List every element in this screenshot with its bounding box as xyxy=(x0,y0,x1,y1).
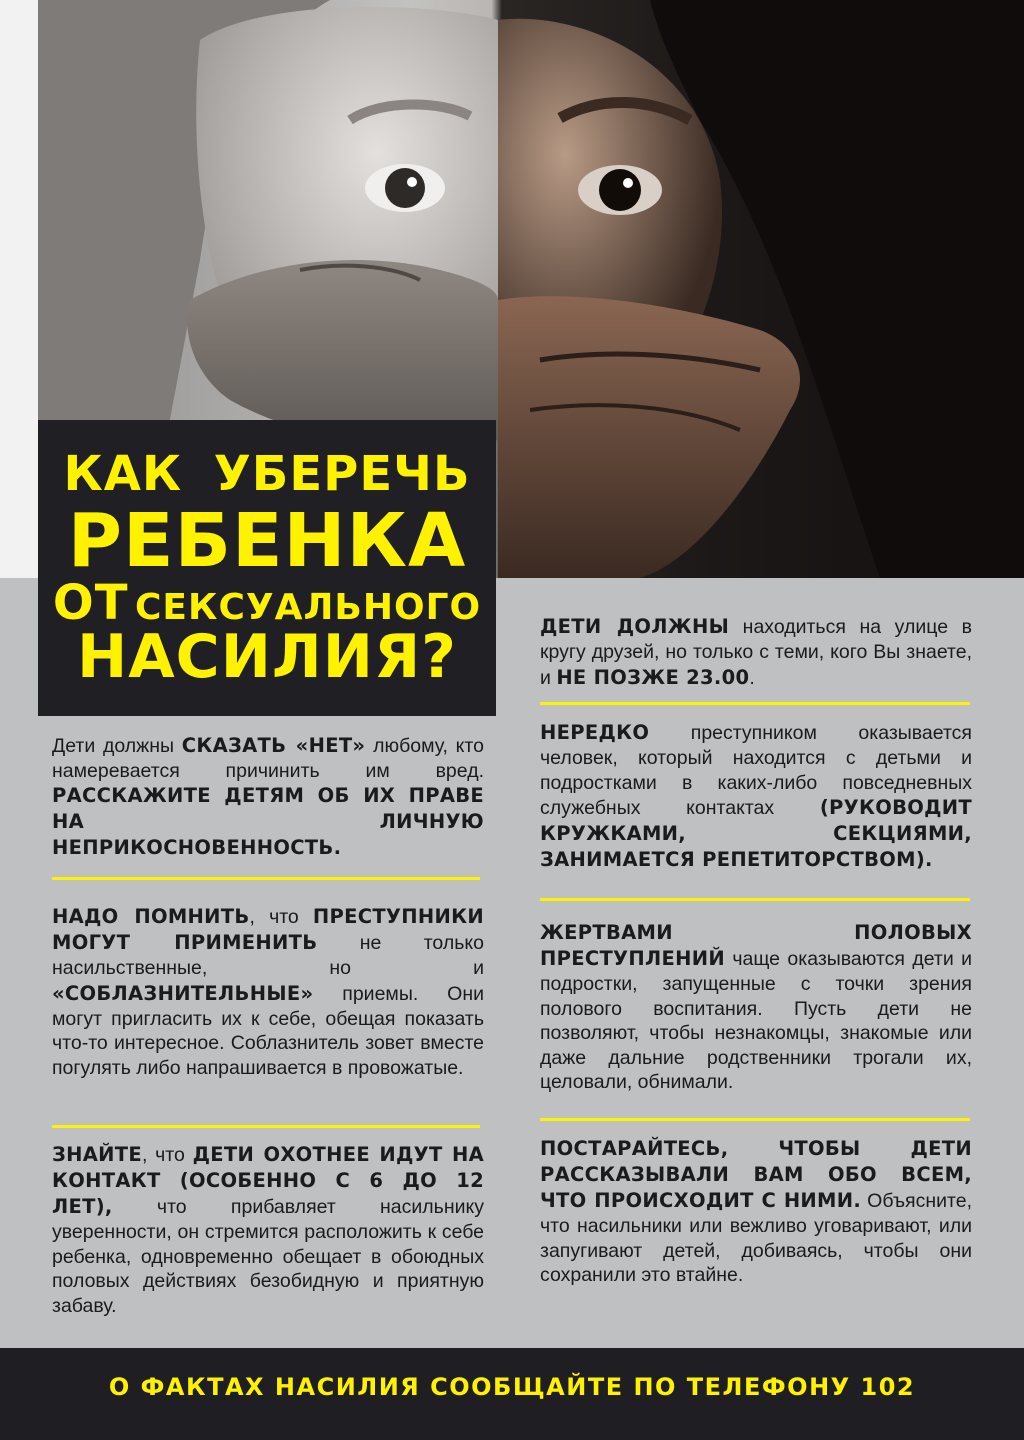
right-block-2: НЕРЕДКО преступником оказывается человек, который находится с детьми и подростками в каких-либо повседневных служебных контактах (РУКОВОДИТ КРУЖКАМИ, СЕКЦИЯМИ, ЗАНИМАЕТСЯ РЕПЕТИТОРСТВОМ). xyxy=(540,721,972,872)
hand-right xyxy=(498,296,800,578)
right-block-1: ДЕТИ ДОЛЖНЫ находиться на улице в кругу друзей, но только с теми, кого Вы знаете, и НЕ ПОЗЖЕ 23.00. xyxy=(540,615,972,689)
pupil-left xyxy=(385,168,425,208)
title-line-2: РЕБЕНКА xyxy=(67,498,467,584)
left-block-2: НАДО ПОМНИТЬ, что ПРЕСТУПНИКИ МОГУТ ПРИМЕНИТЬ не только насильственные, но и «СОБЛАЗНИТЕЛЬНЫЕ» приемы. Они могут пригласить их к себе, обещая показать что-то интересное. Соблазнитель зовет вместе погулять либо напрашивается в провожатые. xyxy=(52,905,484,1079)
divider xyxy=(540,898,970,901)
right-block-4: ПОСТАРАЙТЕСЬ, ЧТОБЫ ДЕТИ РАССКАЗЫВАЛИ ВАМ ОБО ВСЕМ, ЧТО ПРОИСХОДИТ С НИМИ. Объясните, что насильники или вежливо уговаривают, или запугивают детей, добиваясь, чтобы они сохранили это втайне. xyxy=(540,1137,972,1287)
title-line-3-b: СЕКСУАЛЬНОГО xyxy=(135,587,482,628)
divider xyxy=(540,1118,970,1121)
left-block-3: ЗНАЙТЕ, что ДЕТИ ОХОТНЕЕ ИДУТ НА КОНТАКТ (ОСОБЕННО С 6 ДО 12 ЛЕТ), что прибавляет насильнику уверенности, он стремится расположить к себе ребенка, одновременно обещает в обоюдных половых действиях безобидную и приятную забаву. xyxy=(52,1143,484,1317)
pupil-right xyxy=(599,169,641,211)
divider xyxy=(52,877,480,880)
title-line-3-a: ОТ xyxy=(52,575,129,631)
footer-hotline-text: О ФАКТАХ НАСИЛИЯ СООБЩАЙТЕ ПО ТЕЛЕФОНУ 102 xyxy=(108,1373,916,1401)
divider xyxy=(540,702,970,705)
right-block-3: ЖЕРТВАМИ ПОЛОВЫХ ПРЕСТУПЛЕНИЙ чаще оказываются дети и подростки, запущенные с точки зрения полового воспитания. Пусть дети не позволяют, чтобы незнакомцы, знакомые или даже дальние родственники трогали их, целовали, обнимали. xyxy=(540,921,972,1094)
divider xyxy=(52,1125,480,1128)
title-line-1: КАК УБЕРЕЧЬ xyxy=(63,446,471,502)
title-line-4: НАСИЛИЯ? xyxy=(77,622,457,692)
left-block-1: Дети должны СКАЗАТЬ «НЕТ» любому, кто намеревается причинить им вред. РАССКАЖИТЕ ДЕТЯМ ОБ ИХ ПРАВЕ НА ЛИЧНУЮ НЕПРИКОСНОВЕННОСТЬ. xyxy=(52,734,484,860)
